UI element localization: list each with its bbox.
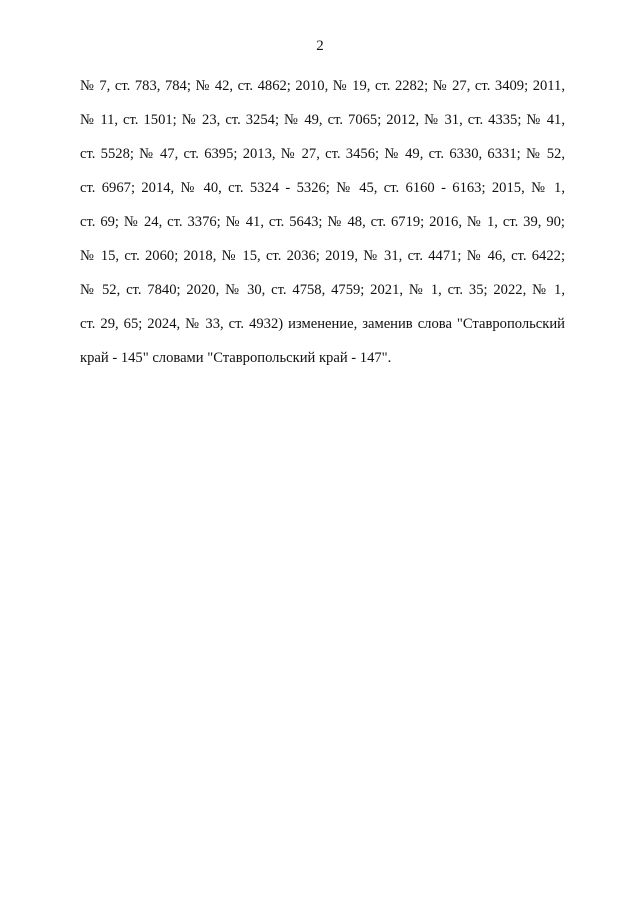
text-line: № 11, ст. 1501; № 23, ст. 3254; № 49, ст. 7065; 2012, № 31, ст. 4335; № 41,	[80, 112, 565, 128]
body-paragraph	[80, 74, 565, 380]
text-line: ст. 29, 65; 2024, № 33, ст. 4932) изменение, заменив слова "Ставропольский	[80, 316, 565, 332]
text-line: ст. 5528; № 47, ст. 6395; 2013, № 27, ст. 3456; № 49, ст. 6330, 6331; № 52,	[80, 146, 565, 162]
page-number: 2	[316, 38, 324, 54]
text-line: ст. 69; № 24, ст. 3376; № 41, ст. 5643; № 48, ст. 6719; 2016, № 1, ст. 39, 90;	[80, 214, 565, 230]
text-line: № 52, ст. 7840; 2020, № 30, ст. 4758, 4759; 2021, № 1, ст. 35; 2022, № 1,	[80, 282, 565, 298]
text-line: № 15, ст. 2060; 2018, № 15, ст. 2036; 2019, № 31, ст. 4471; № 46, ст. 6422;	[80, 248, 565, 264]
text-line: ст. 6967; 2014, № 40, ст. 5324 - 5326; № 45, ст. 6160 - 6163; 2015, № 1,	[80, 180, 565, 196]
text-line: № 7, ст. 783, 784; № 42, ст. 4862; 2010, № 19, ст. 2282; № 27, ст. 3409; 2011,	[80, 78, 565, 94]
text-line: край - 145" словами "Ставропольский край - 147".	[80, 350, 392, 366]
